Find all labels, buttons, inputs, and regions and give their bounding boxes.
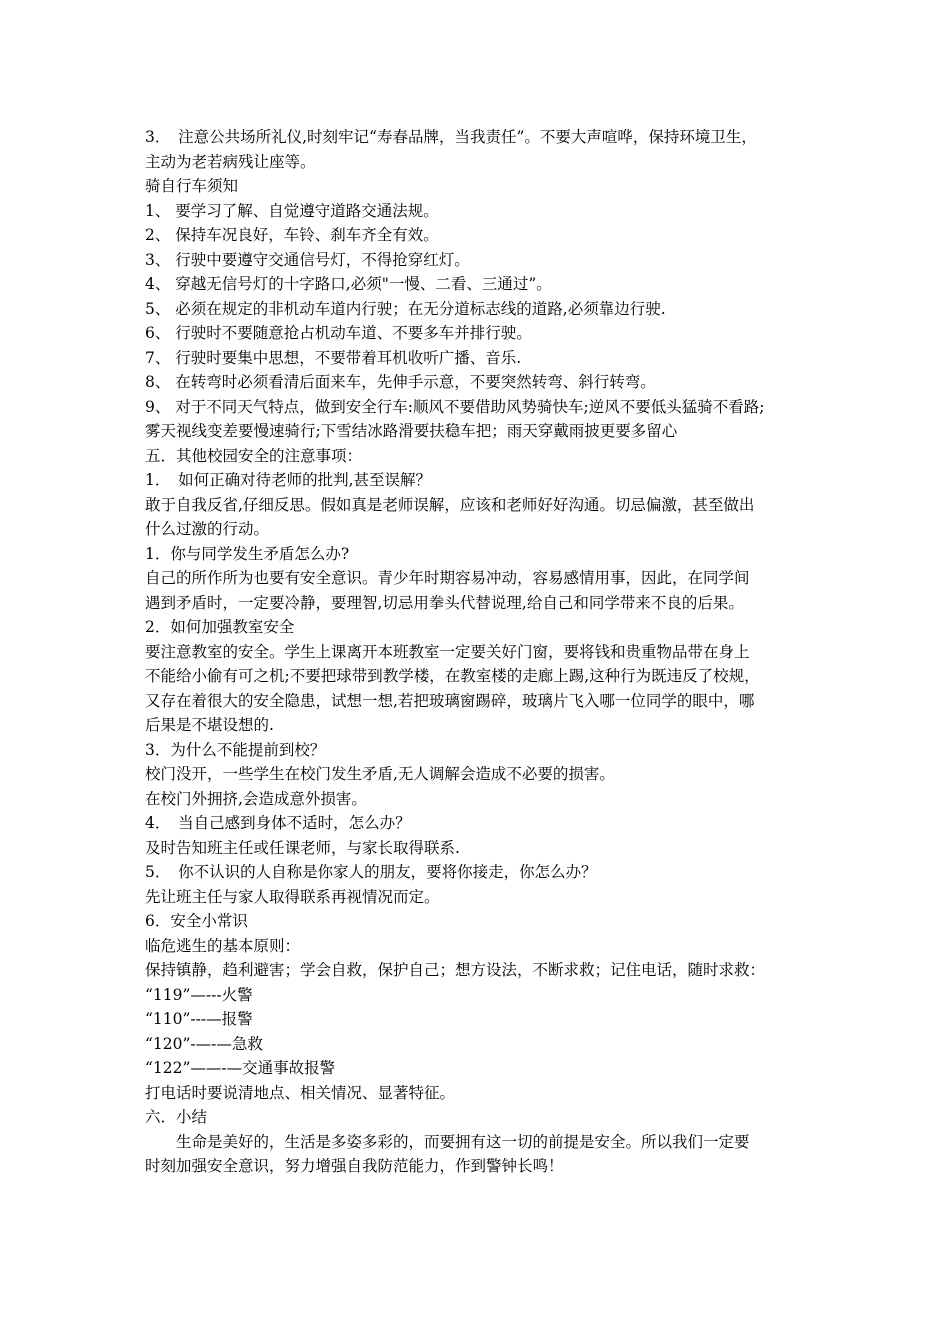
phone-item: “119”—---火警 — [145, 985, 253, 1004]
question-heading: 6．安全小常识 — [145, 912, 248, 930]
text-line: 打电话时要说清地点、相关情况、显著特征。 — [145, 1083, 456, 1102]
document-body — [145, 125, 815, 1179]
summary-paragraph-line: 时刻加强安全意识，努力增强自我防范能力，作到警钟长鸣！ — [145, 1157, 564, 1175]
question-heading: 1． 如何正确对待老师的批判,甚至误解？ — [145, 471, 432, 489]
list-item: 8、 在转弯时必须看清后面来车，先伸手示意，不要突然转弯、斜行转弯。 — [145, 373, 656, 391]
text-line: 临危逃生的基本原则： — [145, 936, 301, 955]
text-line: 校门没开，一些学生在校门发生矛盾,无人调解会造成不必要的损害。 — [145, 765, 615, 783]
list-item: 4、 穿越无信号灯的十字路口,必须"一慢、二看、三通过”。 — [145, 275, 552, 293]
list-item: 5、 必须在规定的非机动车道内行驶；在无分道标志线的道路,必须靠边行驶. — [145, 299, 666, 318]
text-line: 3． 注意公共场所礼仪,时刻牢记“寿春品牌，当我责任”。不要大声喧哗，保持环境卫生， — [145, 128, 757, 146]
list-item: 3、 行驶中要遵守交通信号灯，不得抢穿红灯。 — [145, 250, 470, 269]
list-item: 1、 要学习了解、自觉遵守道路交通法规。 — [145, 201, 439, 220]
text-line: 要注意教室的安全。学生上课离开本班教室一定要关好门窗，要将钱和贵重物品带在身上 — [145, 642, 750, 661]
list-item: 2、 保持车况良好，车铃、刹车齐全有效。 — [145, 226, 439, 244]
question-heading: 5． 你不认识的人自称是你家人的朋友，要将你接走，你怎么办？ — [145, 863, 597, 881]
text-line: 遇到矛盾时，一定要冷静，要理智,切忌用拳头代替说理,给自己和同学带来不良的后果。 — [145, 593, 744, 612]
text-line: 及时告知班主任或任课老师，与家长取得联系. — [145, 838, 460, 857]
text-line: 先让班主任与家人取得联系再视情况而定。 — [145, 887, 440, 906]
section-heading: 六．小结 — [145, 1108, 208, 1126]
question-heading: 3．为什么不能提前到校？ — [145, 740, 326, 759]
phone-item: “120”-—-—急救 — [145, 1034, 263, 1053]
text-line: 雾天视线变差要慢速骑行;下雪结冰路滑要扶稳车把；雨天穿戴雨披更要多留心 — [145, 422, 678, 440]
text-line: 不能给小偷有可之机;不要把球带到教学楼，在教室楼的走廊上踢,这种行为既违反了校规， — [145, 667, 760, 685]
text-line: 后果是不堪设想的. — [145, 716, 274, 734]
phone-item: “110”---—报警 — [145, 1010, 253, 1028]
text-line: 什么过激的行动。 — [145, 520, 270, 538]
list-item: 7、 行驶时要集中思想，不要带着耳机收听广播、音乐. — [145, 348, 522, 367]
list-item: 6、 行驶时不要随意抢占机动车道、不要多车并排行驶。 — [145, 324, 532, 342]
phone-item: “122”——-—交通事故报警 — [145, 1059, 336, 1077]
question-heading: 4． 当自己感到身体不适时，怎么办？ — [145, 814, 411, 832]
text-line: 又存在着很大的安全隐患，试想一想,若把玻璃窗踢碎，玻璃片飞入哪一位同学的眼中，哪 — [145, 691, 755, 710]
section-heading: 五．其他校园安全的注意事项： — [145, 446, 363, 465]
text-line: 在校门外拥挤,会造成意外损害。 — [145, 789, 367, 808]
text-line: 主动为老若病残让座等。 — [145, 152, 316, 171]
text-line: 自己的所作所为也要有安全意识。青少年时期容易冲动，容易感情用事，因此，在同学间 — [145, 569, 750, 587]
list-item: 9、 对于不同天气特点，做到安全行车:顺风不要借助风势骑快车;逆风不要低头猛骑不看路; — [145, 397, 765, 416]
section-heading: 骑自行车须知 — [145, 177, 239, 195]
summary-paragraph-line: 生命是美好的，生活是多姿多彩的，而要拥有这一切的前提是安全。所以我们一定要 — [176, 1132, 750, 1151]
question-heading: 1．你与同学发生矛盾怎么办? — [145, 544, 350, 563]
text-line: 敢于自我反省,仔细反思。假如真是老师误解，应该和老师好好沟通。切忌偏激，甚至做出 — [145, 495, 755, 514]
text-line: 保持镇静，趋利避害；学会自救，保护自己；想方设法，不断求救；记住电话，随时求救： — [145, 961, 766, 979]
question-heading: 2．如何加强教室安全 — [145, 618, 295, 636]
